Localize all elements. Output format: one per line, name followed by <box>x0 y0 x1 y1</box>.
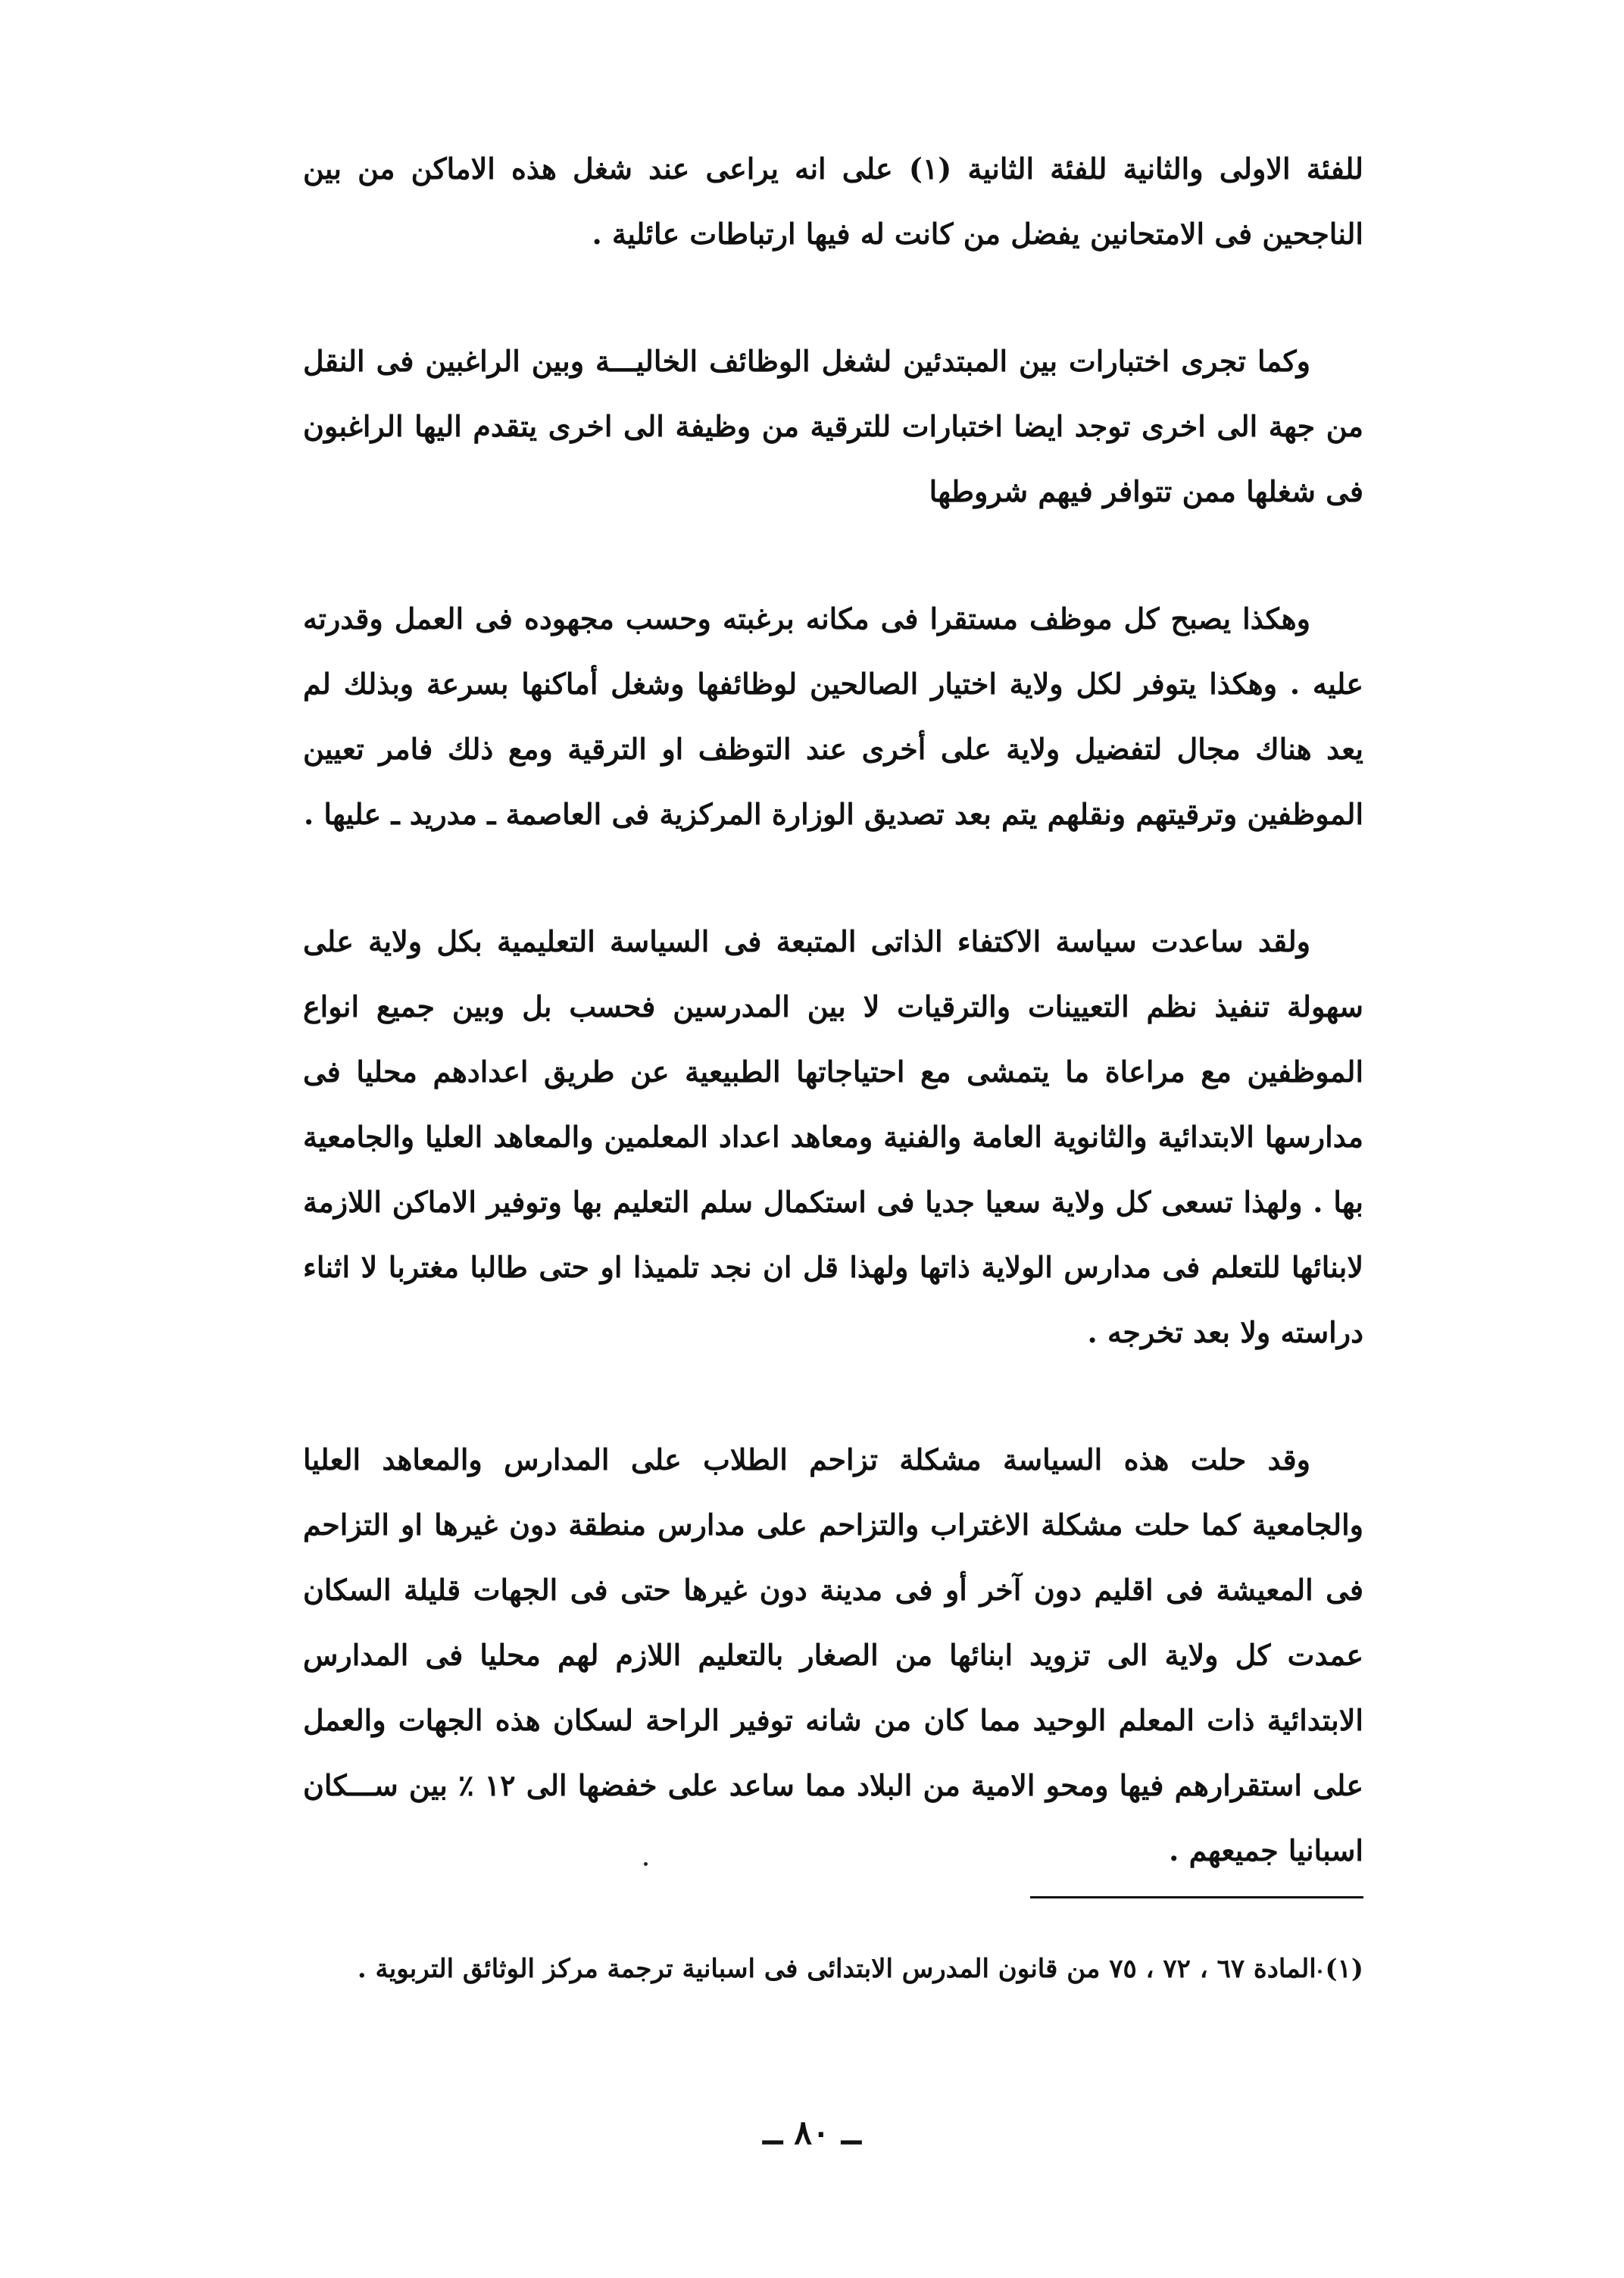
page-number: ــ ٨٠ ــ <box>763 2114 861 2152</box>
paragraph-3: وهكذا يصبح كل موظف مستقرا فى مكانه برغبته وحسب مجهوده فى العمل وقدرته عليه . وهكذا يتوفر لكل ولاية اختيار الصالحين لوظائفها وشغل أماكنها بسرعة وبذلك لم يعد هناك مجال لتفضيل ولاية على أخرى عند التوظف او الترقية ومع ذلك فامر تعيين الموظفين وترقيتهم ونقلهم يتم بعد تصديق الوزارة المركزية فى العاصمة ـ مدريد ـ عليها . <box>303 602 1363 831</box>
footnote-separator <box>1030 1896 1363 1898</box>
scan-speck <box>644 1862 648 1866</box>
body-text <box>303 136 1363 1945</box>
paragraph-4: ولقد ساعدت سياسة الاكتفاء الذاتى المتبعة فى السياسة التعليمية بكل ولاية على سهولة تنفيذ نظم التعيينات والترقيات لا بين المدرسين فحسب بل وبين جميع انواع الموظفين مع مراعاة ما يتمشى مع احتياجاتها الطبيعية عن طريق اعدادهم محليا فى مدارسها الابتدائية والثانوية العامة والفنية ومعاهد اعداد المعلمين والمعاهد العليا والجامعية بها . ولهذا تسعى كل ولاية سعيا جديا فى استكمال سلم التعليم بها وتوفير الاماكن اللازمة لابنائها للتعلم فى مدارس الولاية ذاتها ولهذا قل ان نجد تلميذا او حتى طالبا مغتربا لا اثناء دراسته ولا بعد تخرجه . <box>303 924 1363 1349</box>
footnote: (١) المادة ٦٧ ، ٧٢ ، ٧٥ من قانون المدرس الابتدائى فى اسبانية ترجمة مركز الوثائق التربوية . <box>357 1954 1363 1984</box>
paragraph-1: للفئة الاولى والثانية للفئة الثانية (١) على انه يراعى عند شغل هذه الاماكن من بين الناجحين فى الامتحانين يفضل من كانت له فيها ارتباطات عائلية . <box>303 152 1363 251</box>
paragraph-2: وكما تجرى اختبارات بين المبتدئين لشغل الوظائف الخاليـــة وبين الراغبين فى النقل من جهة الى اخرى توجد ايضا اختبارات للترقية من وظيفة الى اخرى يتقدم اليها الراغبون فى شغلها ممن تتوافر فيهم شروطها <box>303 344 1363 508</box>
paragraph-5: وقد حلت هذه السياسة مشكلة تزاحم الطلاب على المدارس والمعاهد العليا والجامعية كما حلت مشكلة الاغتراب والتزاحم على مدارس منطقة دون غيرها او التزاحم فى المعيشة فى اقليم دون آخر أو فى مدينة دون غيرها حتى فى الجهات قليلة السكان عمدت كل ولاية الى تزويد ابنائها من الصغار بالتعليم اللازم لهم محليا فى المدارس الابتدائية ذات المعلم الوحيد مما كان من شانه توفير الراحة لسكان هذه الجهات والعمل على استقرارهم فيها ومحو الامية من البلاد مما ساعد على خفضها الى ١٢ ٪ بين ســـكان اسبانيا جميعهم . <box>303 1442 1364 1867</box>
